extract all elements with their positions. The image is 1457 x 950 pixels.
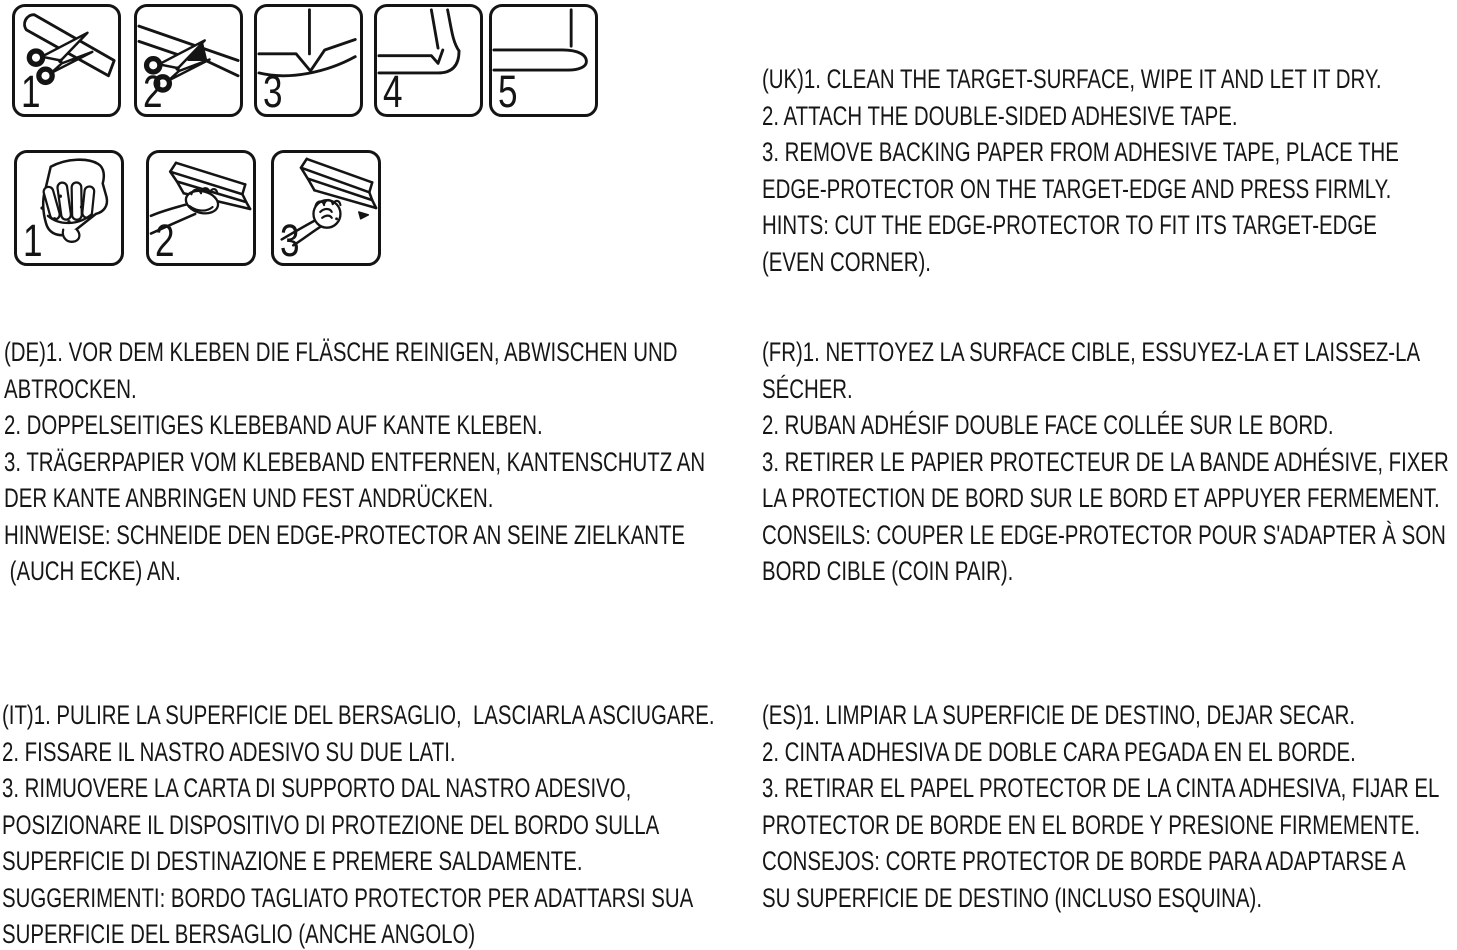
instruction-line: 3. RETIRAR EL PAPEL PROTECTOR DE LA CINTA ADHESIVA, FIJAR EL [762, 773, 1440, 803]
figure-step-number: 2 [155, 215, 175, 266]
instruction-line: (AUCH ECKE) AN. [4, 556, 181, 586]
instruction-line: ABTROCKEN. [4, 373, 137, 404]
figure-step-number: 2 [143, 66, 163, 117]
instruction-line: BORD CIBLE (COIN PAIR). [762, 556, 1014, 586]
instruction-line: 3. RIMUOVERE LA CARTA DI SUPPORTO DAL NASTRO ADESIVO, [2, 773, 632, 803]
instruction-line: (ES)1. LIMPIAR LA SUPERFICIE DE DESTINO, DEJAR SECAR. [762, 700, 1356, 730]
instruction-line: CONSEILS: COUPER LE EDGE-PROTECTOR POUR S'ADAPTER À SON [762, 519, 1446, 550]
figure-cut-step-4 [374, 4, 483, 117]
instruction-line: 3. RETIRER LE PAPIER PROTECTEUR DE LA BANDE ADHÉSIVE, FIXER [762, 446, 1449, 477]
instruction-line: DER KANTE ANBRINGEN UND FEST ANDRÜCKEN. [4, 483, 494, 513]
figure-cut-step-5 [489, 4, 598, 117]
figure-apply-step-2 [146, 150, 256, 266]
instruction-line: CONSEJOS: CORTE PROTECTOR DE BORDE PARA ADAPTARSE A [762, 846, 1406, 876]
instruction-line: 2. DOPPELSEITIGES KLEBEBAND AUF KANTE KLEBEN. [4, 410, 543, 440]
figure-step-number: 1 [23, 215, 43, 266]
figure-cut-step-2 [134, 4, 243, 117]
instruction-line: PROTECTOR DE BORDE EN EL BORDE Y PRESIONE FIRMEMENTE. [762, 809, 1421, 840]
figure-cut-step-1 [12, 4, 121, 117]
instruction-line: 3. REMOVE BACKING PAPER FROM ADHESIVE TAPE, PLACE THE [762, 137, 1399, 167]
figure-step-number: 3 [263, 66, 283, 117]
instructions-es [762, 697, 1457, 916]
instruction-line: 2. CINTA ADHESIVA DE DOBLE CARA PEGADA EN EL BORDE. [762, 736, 1356, 767]
instruction-line: LA PROTECTION DE BORD SUR LE BORD ET APPUYER FERMEMENT. [762, 483, 1440, 513]
figure-apply-step-1 [14, 150, 124, 266]
instruction-line: SUPERFICIE DEL BERSAGLIO (ANCHE ANGOLO) [2, 919, 476, 949]
figure-apply-step-3 [271, 150, 381, 266]
instruction-line: (DE)1. VOR DEM KLEBEN DIE FLÄSCHE REINIGEN, ABWISCHEN UND [4, 337, 678, 367]
instructions-uk [762, 61, 1457, 280]
instructions-fr [762, 334, 1457, 590]
figure-step-number: 3 [280, 215, 300, 266]
instruction-line: 2. RUBAN ADHÉSIF DOUBLE FACE COLLÉE SUR LE BORD. [762, 410, 1334, 440]
figure-step-number: 1 [21, 66, 41, 117]
instruction-line: SU SUPERFICIE DE DESTINO (INCLUSO ESQUINA). [762, 882, 1262, 913]
instruction-line: EDGE-PROTECTOR ON THE TARGET-EDGE AND PRESS FIRMLY. [762, 173, 1392, 204]
instruction-line: POSIZIONARE IL DISPOSITIVO DI PROTEZIONE DEL BORDO SULLA [2, 809, 660, 840]
figure-cut-step-3 [254, 4, 363, 117]
instruction-line: SUGGERIMENTI: BORDO TAGLIATO PROTECTOR PER ADATTARSI SUA [2, 882, 694, 913]
instruction-line: 3. TRÄGERPAPIER VOM KLEBEBAND ENTFERNEN, KANTENSCHUTZ AN [4, 446, 706, 477]
instruction-line: 2. ATTACH THE DOUBLE-SIDED ADHESIVE TAPE. [762, 100, 1238, 131]
instruction-line: HINTS: CUT THE EDGE-PROTECTOR TO FIT ITS TARGET-EDGE [762, 210, 1377, 240]
instruction-line: HINWEISE: SCHNEIDE DEN EDGE-PROTECTOR AN SEINE ZIELKANTE [4, 519, 686, 550]
instruction-line: SÉCHER. [762, 373, 853, 404]
figure-step-number: 5 [498, 66, 518, 117]
instruction-line: (EVEN CORNER). [762, 246, 931, 277]
instruction-line: (UK)1. CLEAN THE TARGET-SURFACE, WIPE IT AND LET IT DRY. [762, 64, 1382, 94]
figure-step-number: 4 [383, 66, 403, 117]
instruction-line: (IT)1. PULIRE LA SUPERFICIE DEL BERSAGLIO, LASCIARLA ASCIUGARE. [2, 700, 715, 730]
instruction-line: SUPERFICIE DI DESTINAZIONE E PREMERE SALDAMENTE. [2, 846, 583, 876]
instruction-line: (FR)1. NETTOYEZ LA SURFACE CIBLE, ESSUYEZ-LA ET LAISSEZ-LA [762, 337, 1421, 367]
instruction-line: 2. FISSARE IL NASTRO ADESIVO SU DUE LATI. [2, 736, 456, 767]
